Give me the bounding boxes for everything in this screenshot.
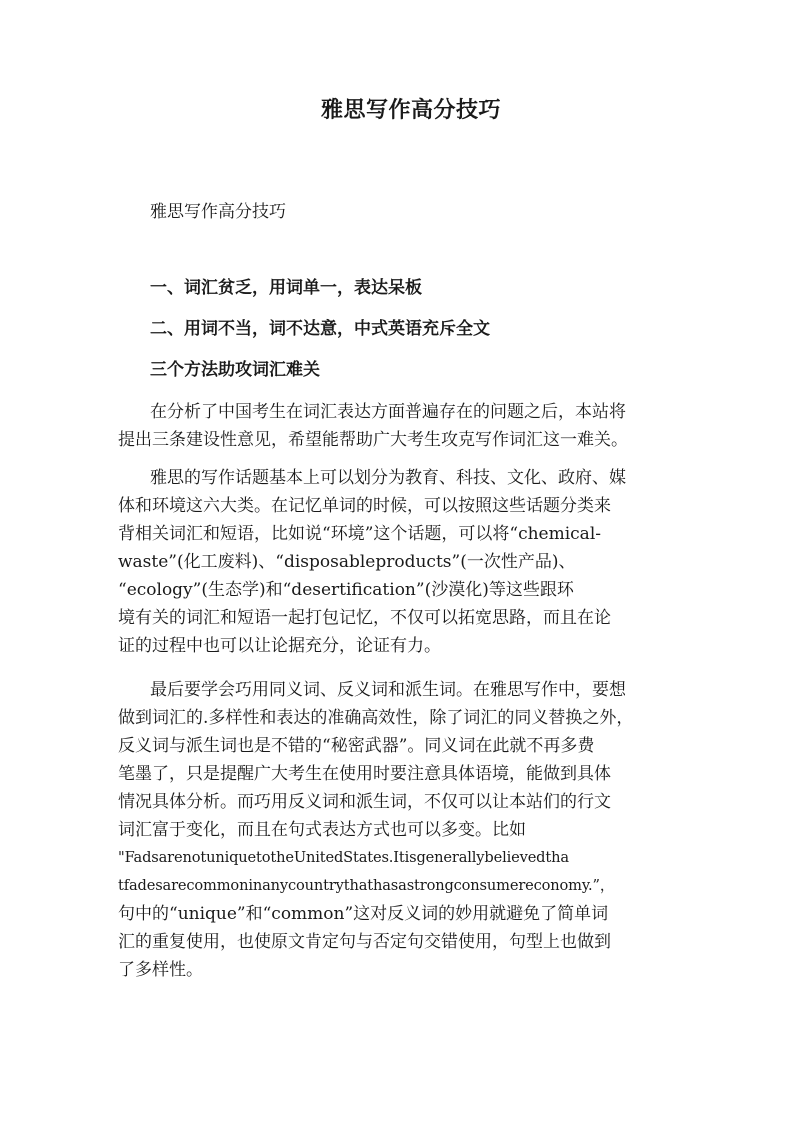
paragraph-line: 在分析了中国考生在词汇表达方面普遍存在的问题之后，本站将 xyxy=(150,402,626,422)
paragraph-line: 句中的“unique”和“common”这对反义词的妙用就避免了简单词 xyxy=(118,904,609,924)
paragraph-line: 笔墨了，只是提醒广大考生在使用时要注意具体语境，能做到具体 xyxy=(118,764,611,784)
section-heading-3: 三个方法助攻词汇难关 xyxy=(150,360,320,380)
paragraph-synonyms xyxy=(118,676,678,984)
section-heading-2: 二、用词不当，词不达意，中式英语充斥全文 xyxy=(150,319,490,339)
paragraph-line: "FadsarenotuniquetotheUnitedStates.Itisgenerallybelievedtha xyxy=(118,849,569,866)
section-heading-1: 一、词汇贫乏，用词单一，表达呆板 xyxy=(150,278,422,298)
paragraph-line: 体和环境这六大类。在记忆单词的时候，可以按照这些话题分类来 xyxy=(118,496,611,516)
paragraph-line: 词汇富于变化，而且在句式表达方式也可以多变。比如 xyxy=(118,820,526,840)
paragraph-line: 了多样性。 xyxy=(118,960,203,980)
paragraph-line: 背相关词汇和短语，比如说“环境”这个话题，可以将“chemical- xyxy=(118,524,601,544)
paragraph-line: tfadesarecommoninanycountrythathasastrongconsumereconomy.”， xyxy=(118,877,615,894)
paragraph-line: 境有关的词汇和短语一起打包记忆，不仅可以拓宽思路，而且在论 xyxy=(118,608,611,628)
paragraph-line: 提出三条建设性意见，希望能帮助广大考生攻克写作词汇这一难关。 xyxy=(118,430,628,450)
paragraph-intro xyxy=(118,398,678,454)
document-title: 雅思写作高分技巧 xyxy=(320,98,501,123)
paragraph-line: 最后要学会巧用同义词、反义词和派生词。在雅思写作中，要想 xyxy=(150,680,626,700)
paragraph-line: 雅思的写作话题基本上可以划分为教育、科技、文化、政府、媒 xyxy=(150,468,626,488)
paragraph-line: 做到词汇的.多样性和表达的准确高效性，除了词汇的同义替换之外， xyxy=(118,708,634,728)
paragraph-line: 反义词与派生词也是不错的“秘密武器”。同义词在此就不再多费 xyxy=(118,736,595,756)
paragraph-line: 情况具体分析。而巧用反义词和派生词，不仅可以让本站们的行文 xyxy=(118,792,611,812)
paragraph-line: 证的过程中也可以让论据充分，论证有力。 xyxy=(118,636,441,656)
paragraph-line: “ecology”(生态学)和“desertification”(沙漠化)等这些跟环 xyxy=(118,580,574,600)
paragraph-line: 汇的重复使用，也使原文肯定句与否定句交错使用，句型上也做到 xyxy=(118,932,611,952)
paragraph-topics xyxy=(118,464,678,660)
paragraph-line: waste”(化工废料)、“disposableproducts”(一次性产品)、 xyxy=(118,552,576,572)
document-subtitle: 雅思写作高分技巧 xyxy=(150,202,286,222)
